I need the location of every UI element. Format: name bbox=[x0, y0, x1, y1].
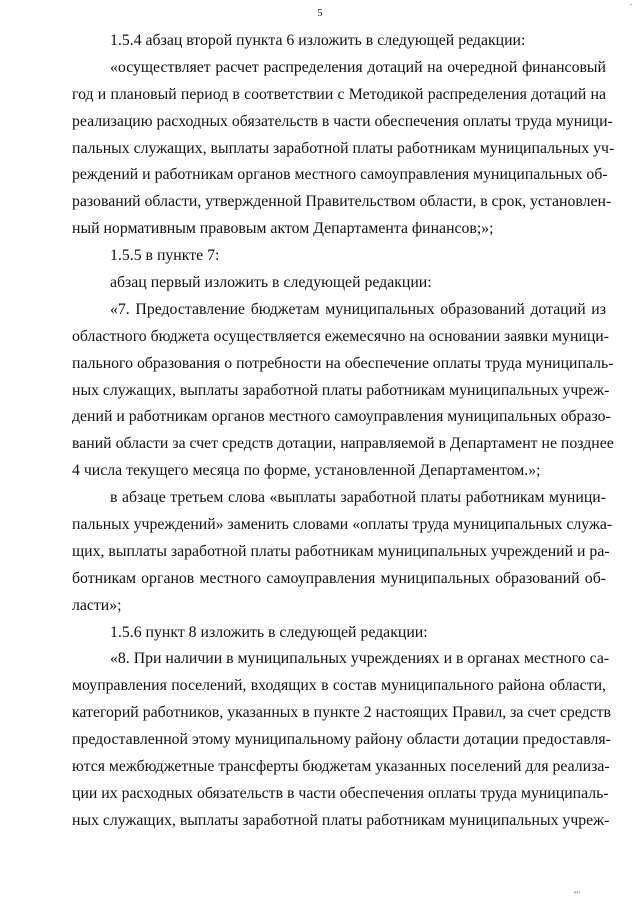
text-line: реализацию расходных обязательств в части обеспечения оплаты труда муници- bbox=[72, 112, 613, 130]
text-line: «8. При наличии в муниципальных учреждениях и в органах местного са- bbox=[110, 650, 610, 668]
text-line: 1.5.6 пункт 8 изложить в следующей редакции: bbox=[110, 623, 428, 641]
text-line: «осуществляет расчет распределения дотаций на очередной финансовый bbox=[110, 58, 606, 76]
text-line: ных служащих, выплаты заработной платы работникам муниципальных учреж- bbox=[72, 381, 610, 399]
paragraph-1-5-5-heading bbox=[72, 243, 606, 270]
text-line: 4 числа текущего месяца по форме, установленной Департаментом.»; bbox=[72, 462, 541, 480]
corner-scan-mark: . bbox=[629, 0, 632, 7]
paragraph-1-5-4-heading bbox=[72, 28, 606, 55]
text-line: пальных учреждений» заменить словами «оплаты труда муниципальных служа- bbox=[72, 516, 613, 534]
text-line: разований области, утвержденной Правительством области, в срок, установлен- bbox=[72, 193, 612, 211]
paragraph-7-quote bbox=[72, 297, 614, 485]
text-line: 1.5.5 в пункте 7: bbox=[110, 247, 220, 265]
text-line: моуправления поселений, входящих в состав муниципального района области, bbox=[72, 677, 606, 695]
text-line: категорий работников, указанных в пункте 2 настоящих Правил, за счет средств bbox=[72, 704, 611, 722]
paragraph-abzac-tretii bbox=[72, 485, 613, 619]
paragraph-8-quote bbox=[72, 646, 611, 834]
text-line: 1.5.4 абзац второй пункта 6 изложить в следующей редакции: bbox=[110, 32, 526, 49]
paragraph-1-5-4-quote bbox=[72, 55, 615, 243]
text-line: ный нормативным правовым актом Департамента финансов;»; bbox=[72, 220, 494, 238]
paragraph-abzac-pervyi bbox=[72, 270, 606, 297]
document-body bbox=[72, 28, 615, 835]
text-line: ных служащих, выплаты заработной платы работникам муниципальных учреж- bbox=[72, 811, 610, 829]
text-line: пальных служащих, выплаты заработной платы работникам муниципальных уч- bbox=[72, 139, 615, 157]
text-line: областного бюджета осуществляется ежемесячно на основании заявки муници- bbox=[72, 327, 610, 345]
text-line: ботникам органов местного самоуправления муниципальных образований об- bbox=[72, 569, 606, 587]
text-line: пального образования о потребности на обеспечение оплаты труда муниципаль- bbox=[72, 354, 614, 372]
page-number: 5 bbox=[317, 8, 323, 19]
text-line: год и плановый период в соответствии с Методикой распределения дотаций на bbox=[72, 85, 606, 103]
text-line: ваний области за счет средств дотации, направляемой в Департамент не позднее bbox=[72, 435, 614, 453]
text-line: предоставленной этому муниципальному району области дотации предоставля- bbox=[72, 731, 611, 749]
text-line: абзац первый изложить в следующей редакции: bbox=[110, 274, 432, 292]
text-line: щих, выплаты заработной платы работникам муниципальных учреждений и ра- bbox=[72, 542, 610, 560]
text-line: дений и работникам органов местного самоуправления муниципальных образо- bbox=[72, 408, 611, 426]
text-line: ласти»; bbox=[72, 596, 122, 614]
bottom-scan-mark: "" bbox=[573, 890, 580, 899]
text-line: ции их расходных обязательств в части обеспечения оплаты труда муниципаль- bbox=[72, 784, 609, 802]
text-line: ются межбюджетные трансферты бюджетам указанных поселений для реализа- bbox=[72, 758, 610, 776]
text-line: реждений и работникам органов местного самоуправления муниципальных об- bbox=[72, 166, 608, 184]
paragraph-1-5-6-heading bbox=[72, 620, 606, 647]
text-line: в абзаце третьем слова «выплаты заработной платы работникам муници- bbox=[110, 489, 606, 507]
text-line: «7. Предоставление бюджетам муниципальных образований дотаций из bbox=[110, 300, 606, 318]
